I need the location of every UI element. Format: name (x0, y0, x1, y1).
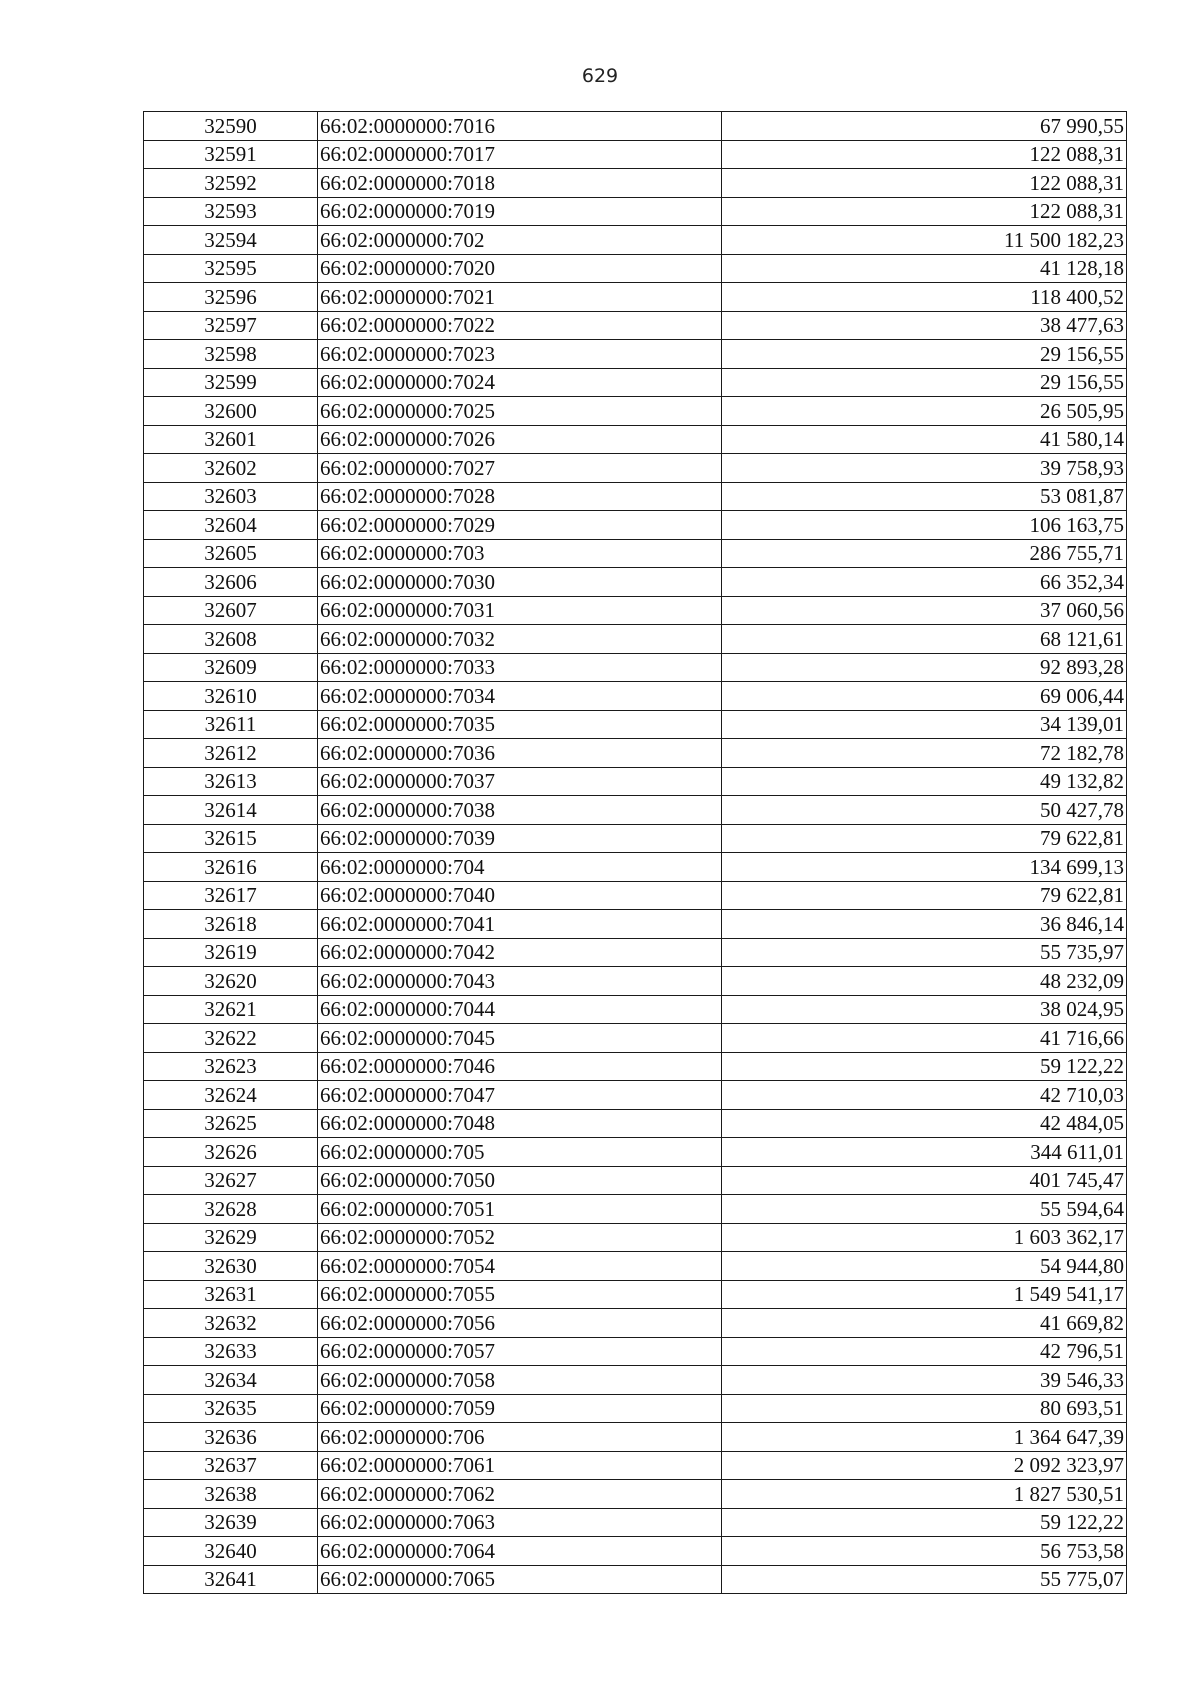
row-number-cell: 32606 (144, 568, 318, 597)
table-row (144, 1195, 1127, 1224)
row-number-cell: 32593 (144, 197, 318, 226)
value-cell: 55 594,64 (722, 1195, 1127, 1224)
table-row (144, 454, 1127, 483)
value-cell: 49 132,82 (722, 767, 1127, 796)
table-row (144, 1309, 1127, 1338)
value-cell: 41 716,66 (722, 1024, 1127, 1053)
value-cell: 122 088,31 (722, 140, 1127, 169)
value-cell: 39 546,33 (722, 1366, 1127, 1395)
value-cell: 92 893,28 (722, 653, 1127, 682)
row-number-cell: 32604 (144, 511, 318, 540)
row-number-cell: 32626 (144, 1138, 318, 1167)
cadastral-number-cell: 66:02:0000000:7063 (318, 1508, 722, 1537)
row-number-cell: 32609 (144, 653, 318, 682)
row-number-cell: 32605 (144, 539, 318, 568)
cadastral-number-cell: 66:02:0000000:706 (318, 1423, 722, 1452)
cadastral-number-cell: 66:02:0000000:7036 (318, 739, 722, 768)
row-number-cell: 32599 (144, 368, 318, 397)
table-row (144, 112, 1127, 141)
row-number-cell: 32602 (144, 454, 318, 483)
row-number-cell: 32633 (144, 1337, 318, 1366)
table-row (144, 682, 1127, 711)
row-number-cell: 32594 (144, 226, 318, 255)
cadastral-number-cell: 66:02:0000000:7017 (318, 140, 722, 169)
table-row (144, 368, 1127, 397)
row-number-cell: 32597 (144, 311, 318, 340)
cadastral-number-cell: 66:02:0000000:7051 (318, 1195, 722, 1224)
cadastral-number-cell: 66:02:0000000:7021 (318, 283, 722, 312)
value-cell: 42 710,03 (722, 1081, 1127, 1110)
table-row (144, 1109, 1127, 1138)
value-cell: 66 352,34 (722, 568, 1127, 597)
cadastral-number-cell: 66:02:0000000:7031 (318, 596, 722, 625)
value-cell: 122 088,31 (722, 169, 1127, 198)
value-cell: 50 427,78 (722, 796, 1127, 825)
table-row (144, 853, 1127, 882)
row-number-cell: 32635 (144, 1394, 318, 1423)
value-cell: 41 669,82 (722, 1309, 1127, 1338)
table-row (144, 881, 1127, 910)
cadastral-number-cell: 66:02:0000000:7030 (318, 568, 722, 597)
cadastral-number-cell: 66:02:0000000:703 (318, 539, 722, 568)
row-number-cell: 32612 (144, 739, 318, 768)
row-number-cell: 32615 (144, 824, 318, 853)
row-number-cell: 32639 (144, 1508, 318, 1537)
value-cell: 59 122,22 (722, 1052, 1127, 1081)
value-cell: 2 092 323,97 (722, 1451, 1127, 1480)
value-cell: 34 139,01 (722, 710, 1127, 739)
table-row (144, 197, 1127, 226)
row-number-cell: 32614 (144, 796, 318, 825)
value-cell: 11 500 182,23 (722, 226, 1127, 255)
cadastral-number-cell: 66:02:0000000:7044 (318, 995, 722, 1024)
cadastral-number-cell: 66:02:0000000:7041 (318, 910, 722, 939)
table-row (144, 1565, 1127, 1594)
cadastral-number-cell: 66:02:0000000:7050 (318, 1166, 722, 1195)
cadastral-number-cell: 66:02:0000000:7019 (318, 197, 722, 226)
value-cell: 38 024,95 (722, 995, 1127, 1024)
row-number-cell: 32595 (144, 254, 318, 283)
value-cell: 122 088,31 (722, 197, 1127, 226)
cadastral-number-cell: 66:02:0000000:7052 (318, 1223, 722, 1252)
row-number-cell: 32616 (144, 853, 318, 882)
value-cell: 41 580,14 (722, 425, 1127, 454)
value-cell: 344 611,01 (722, 1138, 1127, 1167)
cadastral-number-cell: 66:02:0000000:7037 (318, 767, 722, 796)
cadastral-number-cell: 66:02:0000000:7032 (318, 625, 722, 654)
table-row (144, 1508, 1127, 1537)
cadastral-number-cell: 66:02:0000000:704 (318, 853, 722, 882)
table-row (144, 910, 1127, 939)
cadastral-number-cell: 66:02:0000000:7038 (318, 796, 722, 825)
page-number: 629 (581, 65, 619, 87)
table-row (144, 311, 1127, 340)
cadastral-number-cell: 66:02:0000000:7058 (318, 1366, 722, 1395)
cadastral-number-cell: 66:02:0000000:7056 (318, 1309, 722, 1338)
cadastral-number-cell: 66:02:0000000:7039 (318, 824, 722, 853)
row-number-cell: 32634 (144, 1366, 318, 1395)
cadastral-number-cell: 66:02:0000000:702 (318, 226, 722, 255)
table-row (144, 1081, 1127, 1110)
table-row (144, 1024, 1127, 1053)
row-number-cell: 32601 (144, 425, 318, 454)
table-row (144, 1223, 1127, 1252)
row-number-cell: 32628 (144, 1195, 318, 1224)
table-row (144, 254, 1127, 283)
cadastral-number-cell: 66:02:0000000:7020 (318, 254, 722, 283)
cadastral-number-cell: 66:02:0000000:7029 (318, 511, 722, 540)
value-cell: 67 990,55 (722, 112, 1127, 141)
table-row (144, 1138, 1127, 1167)
table-row (144, 1366, 1127, 1395)
value-cell: 1 603 362,17 (722, 1223, 1127, 1252)
cadastral-number-cell: 66:02:0000000:7025 (318, 397, 722, 426)
value-cell: 26 505,95 (722, 397, 1127, 426)
value-cell: 134 699,13 (722, 853, 1127, 882)
value-cell: 55 775,07 (722, 1565, 1127, 1594)
cadastral-number-cell: 66:02:0000000:7035 (318, 710, 722, 739)
row-number-cell: 32592 (144, 169, 318, 198)
cadastral-number-cell: 66:02:0000000:7047 (318, 1081, 722, 1110)
value-cell: 106 163,75 (722, 511, 1127, 540)
value-cell: 37 060,56 (722, 596, 1127, 625)
value-cell: 42 484,05 (722, 1109, 1127, 1138)
row-number-cell: 32610 (144, 682, 318, 711)
table-row (144, 995, 1127, 1024)
value-cell: 56 753,58 (722, 1537, 1127, 1566)
table-row (144, 1337, 1127, 1366)
cadastral-number-cell: 66:02:0000000:7024 (318, 368, 722, 397)
table-row (144, 824, 1127, 853)
cadastral-number-cell: 66:02:0000000:7022 (318, 311, 722, 340)
table-row (144, 169, 1127, 198)
table-row (144, 425, 1127, 454)
row-number-cell: 32627 (144, 1166, 318, 1195)
cadastral-number-cell: 66:02:0000000:7043 (318, 967, 722, 996)
value-cell: 53 081,87 (722, 482, 1127, 511)
row-number-cell: 32596 (144, 283, 318, 312)
table-row (144, 1480, 1127, 1509)
value-cell: 36 846,14 (722, 910, 1127, 939)
cadastral-number-cell: 66:02:0000000:7026 (318, 425, 722, 454)
cadastral-number-cell: 66:02:0000000:7016 (318, 112, 722, 141)
cadastral-number-cell: 66:02:0000000:7040 (318, 881, 722, 910)
row-number-cell: 32613 (144, 767, 318, 796)
row-number-cell: 32611 (144, 710, 318, 739)
value-cell: 41 128,18 (722, 254, 1127, 283)
row-number-cell: 32631 (144, 1280, 318, 1309)
row-number-cell: 32618 (144, 910, 318, 939)
cadastral-number-cell: 66:02:0000000:7033 (318, 653, 722, 682)
table-row (144, 1252, 1127, 1281)
row-number-cell: 32623 (144, 1052, 318, 1081)
row-number-cell: 32590 (144, 112, 318, 141)
row-number-cell: 32636 (144, 1423, 318, 1452)
row-number-cell: 32600 (144, 397, 318, 426)
table-row (144, 1537, 1127, 1566)
value-cell: 39 758,93 (722, 454, 1127, 483)
table-row (144, 653, 1127, 682)
row-number-cell: 32621 (144, 995, 318, 1024)
row-number-cell: 32638 (144, 1480, 318, 1509)
table-row (144, 140, 1127, 169)
table-row (144, 938, 1127, 967)
value-cell: 29 156,55 (722, 340, 1127, 369)
value-cell: 72 182,78 (722, 739, 1127, 768)
cadastral-number-cell: 66:02:0000000:705 (318, 1138, 722, 1167)
value-cell: 118 400,52 (722, 283, 1127, 312)
table-row (144, 1280, 1127, 1309)
cadastral-number-cell: 66:02:0000000:7046 (318, 1052, 722, 1081)
cadastral-number-cell: 66:02:0000000:7045 (318, 1024, 722, 1053)
table-row (144, 625, 1127, 654)
table-row (144, 710, 1127, 739)
table-row (144, 596, 1127, 625)
row-number-cell: 32617 (144, 881, 318, 910)
value-cell: 286 755,71 (722, 539, 1127, 568)
row-number-cell: 32625 (144, 1109, 318, 1138)
value-cell: 80 693,51 (722, 1394, 1127, 1423)
registry-table-body (144, 112, 1127, 1594)
value-cell: 38 477,63 (722, 311, 1127, 340)
value-cell: 1 364 647,39 (722, 1423, 1127, 1452)
table-row (144, 511, 1127, 540)
cadastral-number-cell: 66:02:0000000:7018 (318, 169, 722, 198)
value-cell: 42 796,51 (722, 1337, 1127, 1366)
table-row (144, 397, 1127, 426)
row-number-cell: 32622 (144, 1024, 318, 1053)
row-number-cell: 32603 (144, 482, 318, 511)
table-row (144, 1451, 1127, 1480)
table-row (144, 568, 1127, 597)
table-row (144, 1052, 1127, 1081)
row-number-cell: 32619 (144, 938, 318, 967)
row-number-cell: 32620 (144, 967, 318, 996)
value-cell: 48 232,09 (722, 967, 1127, 996)
table-row (144, 796, 1127, 825)
row-number-cell: 32608 (144, 625, 318, 654)
table-row (144, 283, 1127, 312)
row-number-cell: 32641 (144, 1565, 318, 1594)
value-cell: 1 549 541,17 (722, 1280, 1127, 1309)
value-cell: 401 745,47 (722, 1166, 1127, 1195)
table-row (144, 1394, 1127, 1423)
value-cell: 59 122,22 (722, 1508, 1127, 1537)
table-row (144, 739, 1127, 768)
row-number-cell: 32630 (144, 1252, 318, 1281)
cadastral-number-cell: 66:02:0000000:7028 (318, 482, 722, 511)
row-number-cell: 32640 (144, 1537, 318, 1566)
value-cell: 79 622,81 (722, 824, 1127, 853)
table-row (144, 1166, 1127, 1195)
row-number-cell: 32607 (144, 596, 318, 625)
cadastral-number-cell: 66:02:0000000:7064 (318, 1537, 722, 1566)
cadastral-number-cell: 66:02:0000000:7057 (318, 1337, 722, 1366)
table-row (144, 967, 1127, 996)
row-number-cell: 32598 (144, 340, 318, 369)
cadastral-number-cell: 66:02:0000000:7034 (318, 682, 722, 711)
value-cell: 79 622,81 (722, 881, 1127, 910)
table-row (144, 1423, 1127, 1452)
value-cell: 55 735,97 (722, 938, 1127, 967)
row-number-cell: 32591 (144, 140, 318, 169)
cadastral-number-cell: 66:02:0000000:7065 (318, 1565, 722, 1594)
value-cell: 1 827 530,51 (722, 1480, 1127, 1509)
table-row (144, 226, 1127, 255)
table-row (144, 482, 1127, 511)
value-cell: 54 944,80 (722, 1252, 1127, 1281)
table-row (144, 340, 1127, 369)
cadastral-number-cell: 66:02:0000000:7059 (318, 1394, 722, 1423)
cadastral-number-cell: 66:02:0000000:7027 (318, 454, 722, 483)
cadastral-number-cell: 66:02:0000000:7055 (318, 1280, 722, 1309)
value-cell: 69 006,44 (722, 682, 1127, 711)
cadastral-number-cell: 66:02:0000000:7023 (318, 340, 722, 369)
registry-table (143, 111, 1127, 1594)
value-cell: 29 156,55 (722, 368, 1127, 397)
row-number-cell: 32632 (144, 1309, 318, 1338)
row-number-cell: 32624 (144, 1081, 318, 1110)
cadastral-number-cell: 66:02:0000000:7061 (318, 1451, 722, 1480)
cadastral-number-cell: 66:02:0000000:7054 (318, 1252, 722, 1281)
value-cell: 68 121,61 (722, 625, 1127, 654)
cadastral-number-cell: 66:02:0000000:7062 (318, 1480, 722, 1509)
row-number-cell: 32637 (144, 1451, 318, 1480)
table-row (144, 539, 1127, 568)
row-number-cell: 32629 (144, 1223, 318, 1252)
table-row (144, 767, 1127, 796)
cadastral-number-cell: 66:02:0000000:7048 (318, 1109, 722, 1138)
cadastral-number-cell: 66:02:0000000:7042 (318, 938, 722, 967)
